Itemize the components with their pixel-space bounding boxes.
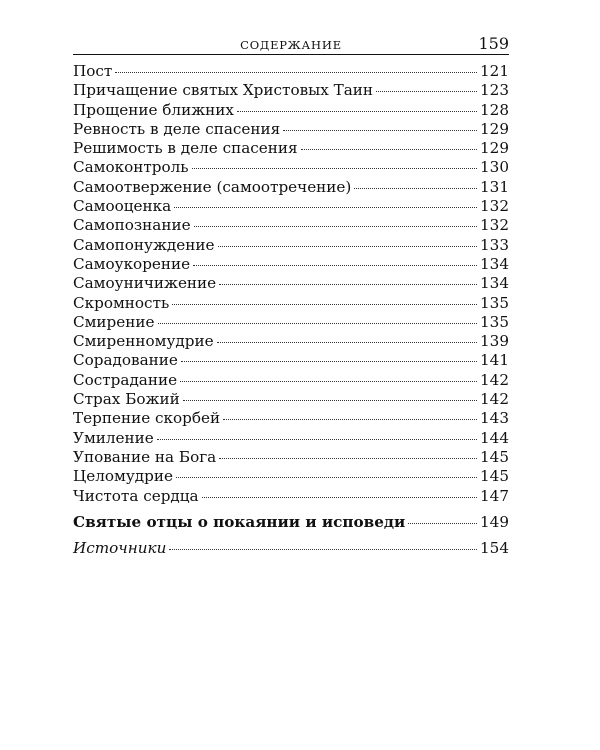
toc-entry [73,390,509,409]
dot-leader [180,381,477,382]
toc-entry-title: Прощение ближних [73,100,234,119]
dot-leader [194,226,477,227]
dot-leader [237,111,477,112]
running-header [73,34,509,54]
toc-entry-page: 134 [480,254,509,273]
toc-entry-page: 121 [480,62,509,80]
dot-leader [172,304,477,305]
toc-entry-page: 144 [480,428,509,447]
toc-entry [73,274,509,293]
dot-leader [218,246,477,247]
dot-leader [193,265,477,266]
toc-entry [73,332,509,351]
dot-leader [181,361,477,362]
toc-entry-title: Источники [73,539,167,557]
toc-entry-page: 130 [480,158,509,177]
toc-entry-page: 128 [480,100,509,119]
toc-entry-page: 131 [480,177,509,196]
dot-leader [217,342,477,343]
dot-leader [115,72,477,73]
toc-entry-title: Ревность в деле спасения [73,119,281,138]
dot-leader [183,400,477,401]
toc-entry-title: Самоотвержение (самоотречение) [73,177,352,196]
toc-entry-title: Самоукорение [73,254,191,273]
toc-entry-title: Целомудрие [73,467,173,486]
running-header-page-number: 159 [478,34,509,53]
toc-entry-title: Пост [73,62,113,80]
toc-entry-title: Самооценка [73,197,172,216]
toc-entry-page: 135 [480,312,509,331]
toc-entry-page: 145 [480,467,509,486]
dot-leader [174,207,477,208]
toc-entry-page: 129 [480,139,509,158]
toc-section-entry [73,538,509,558]
toc-entry [73,197,509,216]
toc-entry-title: Святые отцы о покаянии и исповеди [73,513,406,531]
toc-entry-title: Скромность [73,293,170,312]
toc-entry [73,120,509,139]
toc-entry [73,62,509,81]
toc-entry-page: 129 [480,119,509,138]
dot-leader [202,497,477,498]
dot-leader [223,419,477,420]
toc-entry-title: Упование на Бога [73,447,217,466]
toc-entry [73,467,509,486]
toc-entry [73,448,509,467]
toc-entry-title: Смиренномудрие [73,332,214,351]
toc-entry-page: 132 [480,197,509,216]
toc-entry-page: 143 [480,409,509,428]
toc-entry [73,81,509,100]
toc-entry-title: Самопознание [73,216,191,235]
toc-entry-title: Чистота сердца [73,486,199,505]
toc-entry [73,429,509,448]
toc-entry [73,371,509,390]
toc-entry-title: Сострадание [73,370,178,389]
toc-entry-page: 132 [480,216,509,235]
dot-leader [157,439,477,440]
toc-entry-title: Самопонуждение [73,235,215,254]
toc-entry-page: 149 [480,513,509,531]
dot-leader [301,149,477,150]
dot-leader [283,130,477,131]
toc-entry [73,409,509,428]
toc-entry [73,313,509,332]
dot-leader [408,523,477,524]
toc-entry-page: 133 [480,235,509,254]
toc-entry-page: 147 [480,486,509,505]
dot-leader [219,284,477,285]
toc-entry-page: 139 [480,332,509,351]
table-of-contents [73,62,509,506]
dot-leader [192,168,477,169]
toc-entry-page: 141 [480,351,509,370]
toc-entry [73,236,509,255]
toc-entry [73,294,509,313]
toc-entry [73,351,509,370]
dot-leader [176,477,477,478]
toc-entry-title: Самоконтроль [73,158,189,177]
header-rule [73,54,509,55]
dot-leader [376,91,477,92]
toc-entry [73,158,509,177]
toc-section-entry [73,512,509,532]
toc-entry-page: 145 [480,447,509,466]
toc-entry-title: Сорадование [73,351,178,370]
toc-entry-title: Решимость в деле спасения [73,139,298,158]
toc-entry-title: Причащение святых Христовых Таин [73,81,374,100]
dot-leader [354,188,477,189]
toc-entry [73,216,509,235]
toc-entry-page: 154 [480,539,509,557]
toc-entry-page: 134 [480,274,509,293]
dot-leader [158,323,478,324]
dot-leader [169,549,477,550]
toc-entry [73,487,509,506]
running-header-title: СОДЕРЖАНИЕ [240,38,342,52]
toc-entry-title: Терпение скорбей [73,409,221,428]
toc-entry [73,101,509,120]
toc-entry [73,255,509,274]
toc-entry [73,139,509,158]
toc-entry [73,178,509,197]
toc-entry-title: Смирение [73,312,155,331]
toc-entry-title: Страх Божий [73,390,180,409]
toc-entry-page: 135 [480,293,509,312]
toc-entry-title: Самоуничижение [73,274,217,293]
toc-entry-title: Умиление [73,428,154,447]
toc-entry-page: 142 [480,370,509,389]
toc-entry-page: 142 [480,390,509,409]
toc-entry-page: 123 [480,81,509,100]
dot-leader [219,458,477,459]
